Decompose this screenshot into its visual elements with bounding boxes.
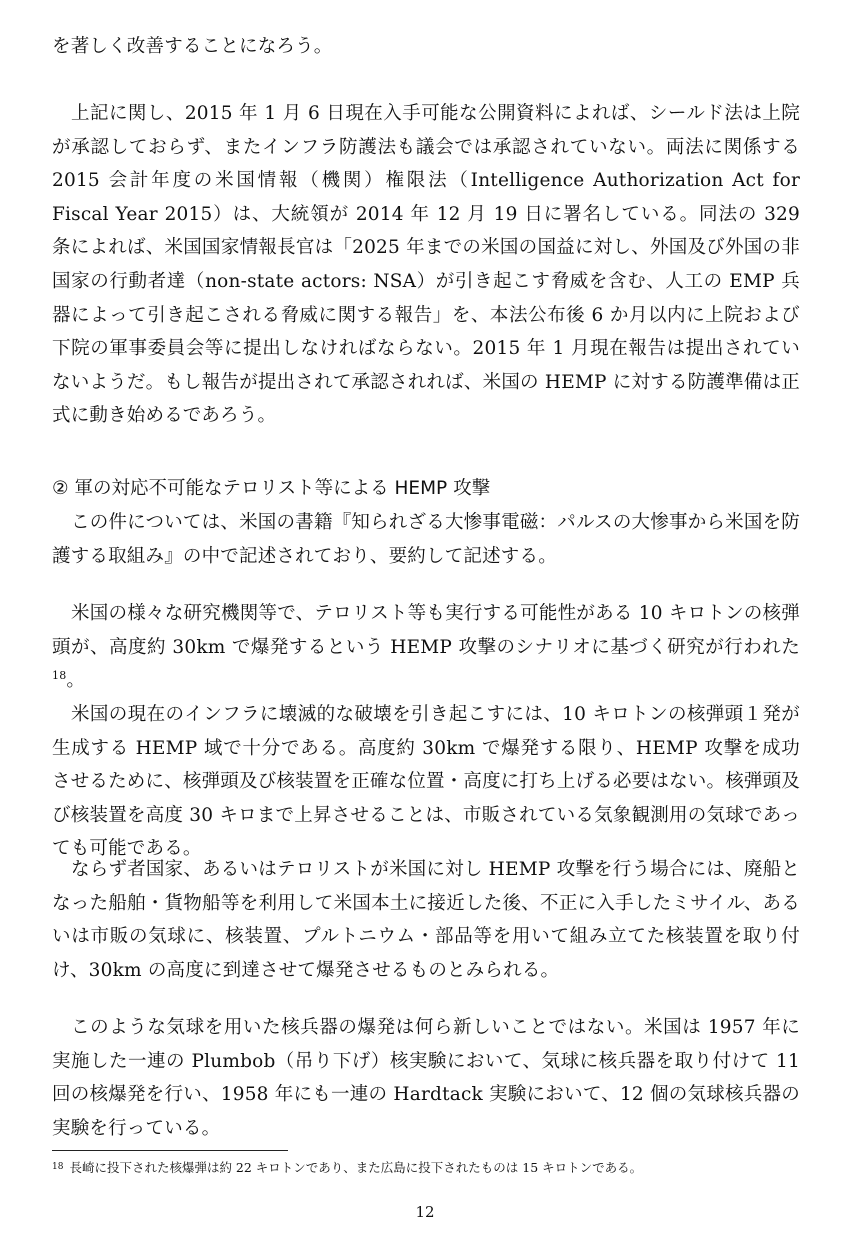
paragraph-research [52,597,800,698]
footnote-number: 18 [52,1162,64,1172]
paragraph-rogue-state: ならず者国家、あるいはテロリストが米国に対し HEMP 攻撃を行う場合には、廃船となった船舶・貨物船等を利用して米国本土に接近した後、不正に入手したミサイル、あるいは市販の気球に、核装置、プルトニウム・部品等を用いて組み立てた核装置を取り付け、30km の高度に到達させて爆発させるものとみられる。 [52,859,800,981]
paragraph-research-text: 米国の様々な研究機関等で、テロリスト等も実行する可能性がある 10 キロトンの核弾頭が、高度約 30km で爆発するという HEMP 攻撃のシナリオに基づく研究が行われた [52,603,800,658]
footnote-text: 長崎に投下された核爆弾は約 22 キロトンであり、また広島に投下されたものは 15 キロトンである。 [69,1160,643,1175]
footnote-reference[interactable]: 18 [52,669,67,683]
footnote-divider [52,1150,288,1151]
paragraph-balloon-history: このような気球を用いた核兵器の爆発は何ら新しいことではない。米国は 1957 年に実施した一連の Plumbob（吊り下げ）核実験において、気球に核兵器を取り付けて 11 回の核爆発を行い、1958 年にも一連の Hardtack 実験において、12 個の気球核兵器の実験を行っている。 [52,1017,800,1139]
paragraph-intro: この件については、米国の書籍『知られざる大惨事電磁：パルスの大惨事から米国を防護する取組み』の中で記述されており、要約して記述する。 [52,512,800,567]
paragraph-research-end: 。 [66,670,86,692]
paragraph-legal-status: 上記に関し、2015 年 1 月 6 日現在入手可能な公開資料によれば、シールド法は上院が承認しておらず、またインフラ防護法も議会では承認されていない。両法に関係する 2015 会計年度の米国情報（機関）権限法（Intelligence Authorization Act for Fiscal Year 2015）は、大統領が 2014 年 12 月 19 日に署名している。同法の 329 条によれば、米国国家情報長官は「2025 年までの米国の国益に対し、外国及び外国の非国家の行動者達（non‐state actors: NSA）が引き起こす脅威を含む、人工の EMP 兵器によって引き起こされる脅威に関する報告」を、本法公布後 6 か月以内に上院および下院の軍事委員会等に提出しなければならない。2015 年 1 月現在報告は提出されていないようだ。もし報告が提出されて承認されれば、米国の HEMP に対する防護準備は正式に動き始めるであろう。 [52,103,800,427]
page-number: 12 [415,1203,435,1221]
footnote [52,1158,800,1178]
paragraph-continuation: を著しく改善することになろう。 [52,36,333,57]
paragraph-infrastructure: 米国の現在のインフラに壊滅的な破壊を引き起こすには、10 キロトンの核弾頭１発が生成する HEMP 域で十分である。高度約 30km で爆発する限り、HEMP 攻撃を成功させるために、核弾頭及び核装置を正確な位置・高度に打ち上げる必要はない。核弾頭及び核装置を高度 30 キロまで上昇させることは、市販されている気象観測用の気球であっても可能である。 [52,704,801,860]
section-heading: ② 軍の対応不可能なテロリスト等による HEMP 攻撃 [52,478,491,499]
